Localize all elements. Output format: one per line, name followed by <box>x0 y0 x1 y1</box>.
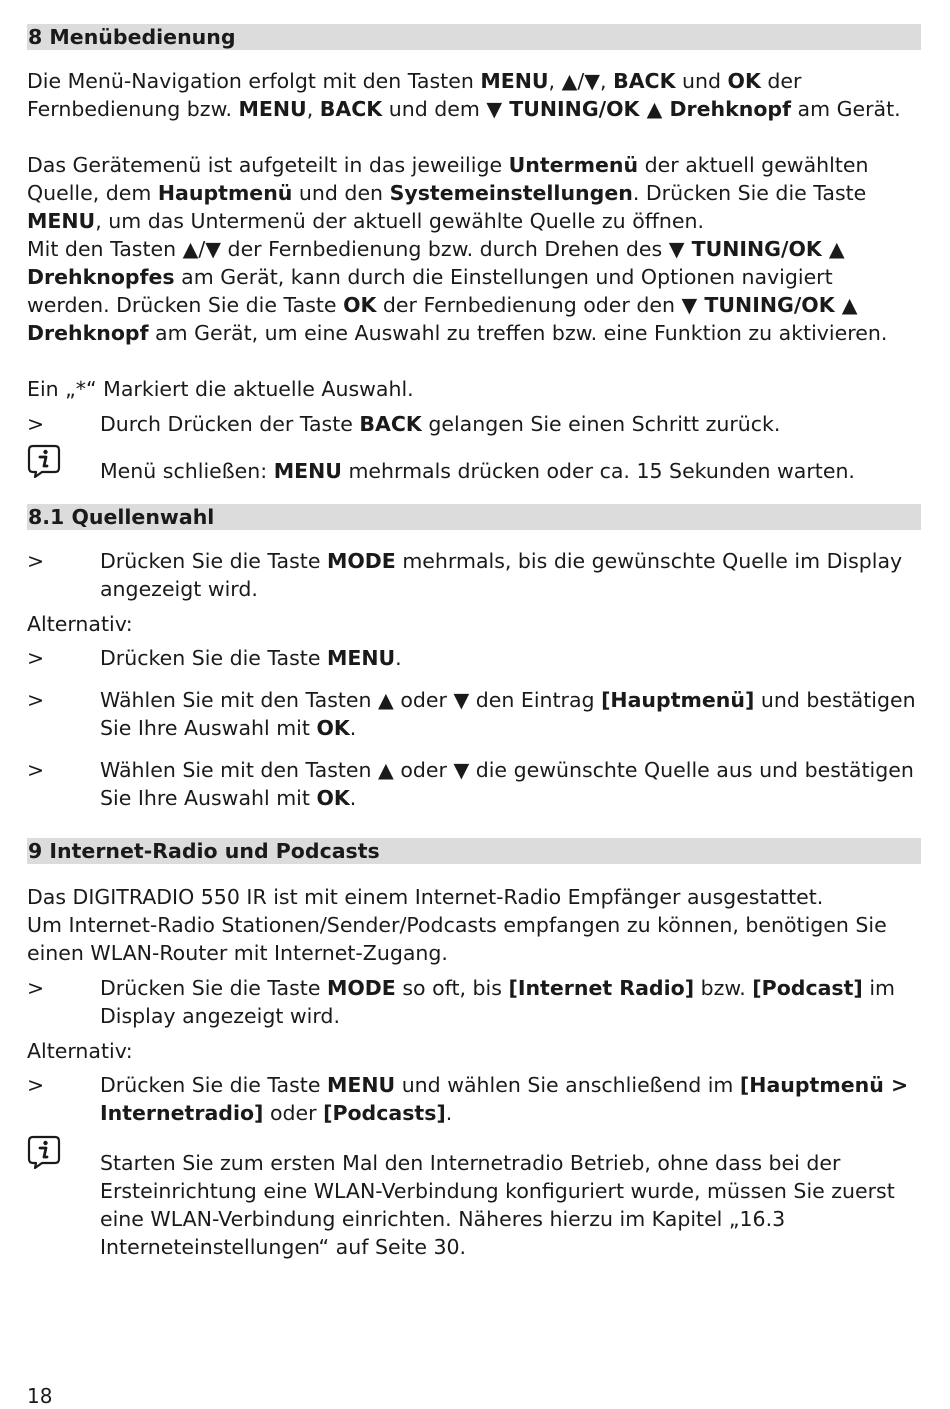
step-marker: > <box>27 1073 45 1097</box>
info-note: Menü schließen: MENU mehrmals drücken oder ca. 15 Sekunden warten. <box>27 444 921 485</box>
step-marker: > <box>27 976 45 1000</box>
paragraph: Das DIGITRADIO 550 IR ist mit einem Internet-Radio Empfänger ausgestattet. <box>27 885 824 909</box>
instruction-step: > Durch Drücken der Taste BACK gelangen Sie einen Schritt zurück. <box>27 412 781 436</box>
alternative-label: Alternativ: <box>27 612 133 636</box>
instruction-step: > Drücken Sie die Taste MENU und wählen Sie anschließend im [Hauptmenü > Internetradio] oder [Podcasts]. <box>27 1073 909 1125</box>
instruction-step: > Wählen Sie mit den Tasten ▲ oder ▼ den Eintrag [Hauptmenü] und bestätigen Sie Ihre Auswahl mit OK. <box>27 688 916 740</box>
step-marker: > <box>27 688 45 712</box>
paragraph: Ein „*“ Markiert die aktuelle Auswahl. <box>27 377 414 401</box>
step-marker: > <box>27 758 45 782</box>
step-marker: > <box>27 549 45 573</box>
info-icon <box>27 1135 61 1169</box>
instruction-step: > Drücken Sie die Taste MENU. <box>27 646 402 670</box>
section-heading-8: 8 Menübedienung <box>27 24 921 50</box>
step-marker: > <box>27 412 45 436</box>
section-heading-8-1: 8.1 Quellenwahl <box>27 504 921 530</box>
page-number: 18 <box>27 1384 53 1408</box>
section-heading-9: 9 Internet-Radio und Podcasts <box>27 838 921 864</box>
paragraph: Das Gerätemenü ist aufgeteilt in das jeweilige Untermenü der aktuell gewählten Quelle, dem Hauptmenü und den Systemeinstellungen. Drücken Sie die Taste MENU, um das Untermenü der aktuell gewählte Quelle zu öffnen. <box>27 153 869 233</box>
paragraph: Um Internet-Radio Stationen/Sender/Podcasts empfangen zu können, benötigen Sie einen WLAN-Router mit Internet-Zugang. <box>27 913 887 965</box>
paragraph: Mit den Tasten ▲/▼ der Fernbedienung bzw. durch Drehen des ▼ TUNING/OK ▲ Drehknopfes am Gerät, kann durch die Einstellungen und Optionen navigiert werden. Drücken Sie die Taste OK der Fernbedienung oder den ▼ TUNING/OK ▲ Drehknopf am Gerät, um eine Auswahl zu treffen bzw. eine Funktion zu aktivieren. <box>27 237 888 345</box>
paragraph: Die Menü-Navigation erfolgt mit den Tasten MENU, ▲/▼, BACK und OK der Fernbedienung bzw. MENU, BACK und dem ▼ TUNING/OK ▲ Drehknopf am Gerät. <box>27 69 901 121</box>
info-icon <box>27 444 61 478</box>
instruction-step: > Drücken Sie die Taste MODE so oft, bis [Internet Radio] bzw. [Podcast] im Display angezeigt wird. <box>27 976 895 1028</box>
step-marker: > <box>27 646 45 670</box>
instruction-step: > Wählen Sie mit den Tasten ▲ oder ▼ die gewünschte Quelle aus und bestätigen Sie Ihre Auswahl mit OK. <box>27 758 914 810</box>
manual-page <box>27 24 921 1261</box>
info-note: Starten Sie zum ersten Mal den Internetradio Betrieb, ohne dass bei der Ersteinrichtung eine WLAN-Verbindung konfiguriert wurde, müssen Sie zuerst eine WLAN-Verbindung einrichten. Näheres hierzu im Kapitel „16.3 Interneteinstellungen“ auf Seite 30. <box>27 1135 921 1261</box>
instruction-step: > Drücken Sie die Taste MODE mehrmals, bis die gewünschte Quelle im Display angezeigt wird. <box>27 549 903 601</box>
alternative-label: Alternativ: <box>27 1039 133 1063</box>
